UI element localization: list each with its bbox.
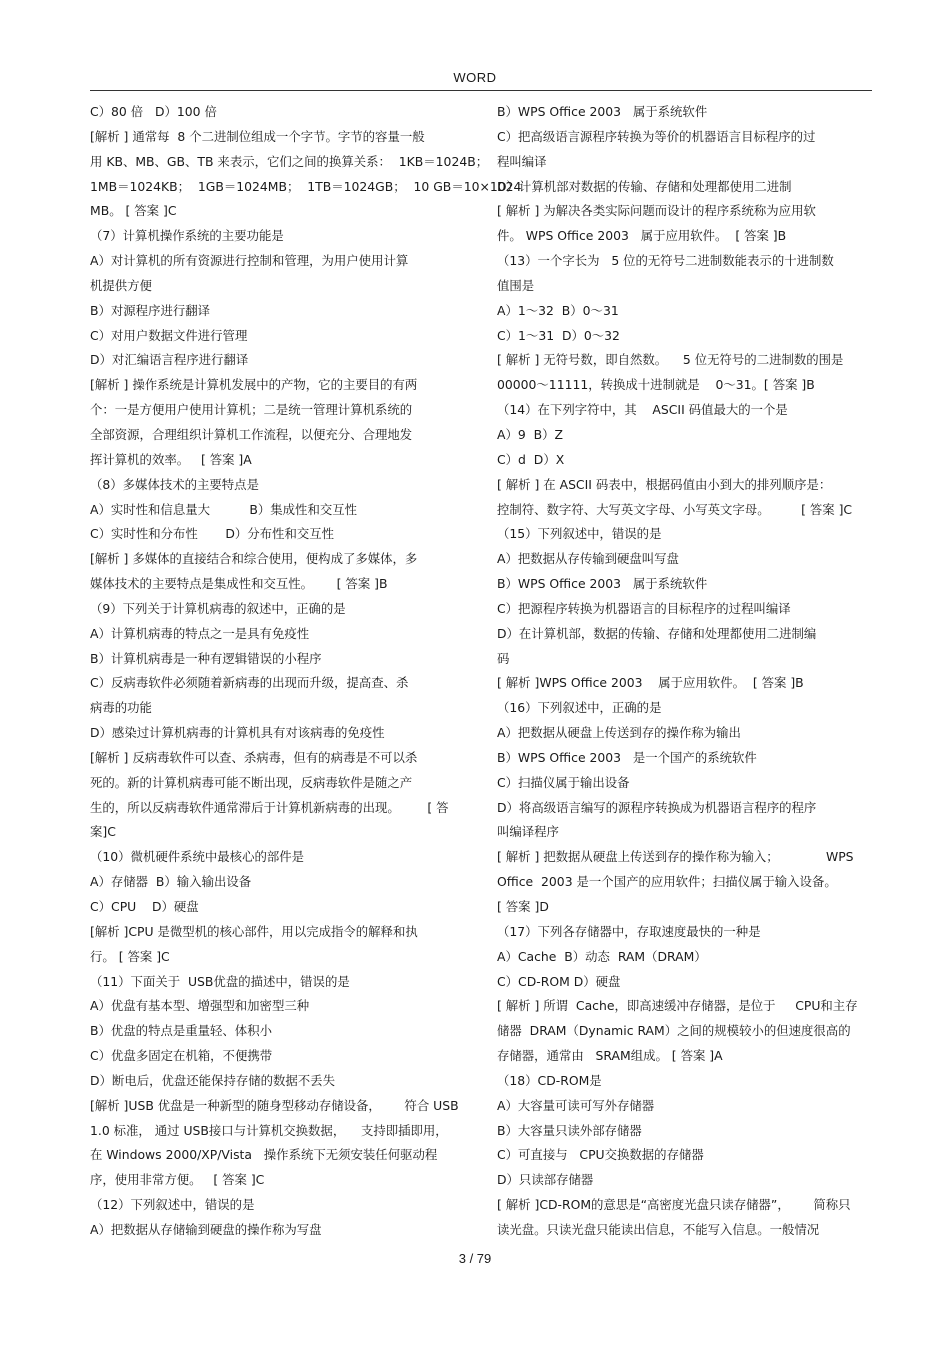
text-line: （12）下列叙述中，错误的是 (90, 1197, 255, 1213)
text-line: D）感染过计算机病毒的计算机具有对该病毒的免疫性 (90, 725, 385, 741)
text-line: [解析 ] 多媒体的直接结合和综合使用，便构成了多媒体，多 (90, 551, 418, 567)
text-line: [解析 ]CPU 是微型机的核心部件，用以完成指令的解释和执 (90, 923, 418, 939)
text-line: [ 答案 ]D (497, 899, 549, 914)
text-line: D）断电后，优盘还能保持存储的数据不丢失 (90, 1072, 335, 1088)
text-line: 值围是 (497, 277, 535, 293)
text-line: [ 解析 ]WPS Office 2003 属于应用软件。 [ 答案 ]B (497, 675, 804, 691)
text-line: B）WPS Office 2003 属于系统软件 (497, 576, 708, 592)
text-line: （11）下面关于 USB优盘的描述中，错误的是 (90, 973, 350, 989)
text-line: 00000～11111，转换成十进制就是 0～31。[ 答案 ]B (497, 377, 815, 393)
text-line: A）实时性和信息量大 B）集成性和交互性 (90, 501, 358, 517)
text-line: 行。 [ 答案 ]C (90, 948, 170, 964)
text-line: 序，使用非常方便。 [ 答案 ]C (90, 1172, 265, 1188)
text-line: 机提供方便 (90, 277, 152, 293)
text-line: （18）CD-ROM是 (497, 1072, 602, 1088)
text-line: [ 解析 ] 无符号数，即自然数。 5 位无符号的二进制数的围是 (497, 352, 844, 368)
text-line: A）9 B）Z (497, 426, 564, 442)
text-line: [ 解析 ] 把数据从硬盘上传送到存的操作称为输入； WPS (497, 849, 854, 865)
text-line: 用 KB、MB、GB、TB 来表示，它们之间的换算关系： 1KB＝1024B； (90, 153, 489, 169)
text-line: [解析 ] 通常每 8 个二进制位组成一个字节。字节的容量一般 (90, 128, 425, 144)
text-line: 件。 WPS Office 2003 属于应用软件。 [ 答案 ]B (497, 228, 787, 244)
right-column (497, 100, 882, 1243)
text-line: 个：一是方便用户使用计算机；二是统一管理计算机系统的 (90, 402, 413, 418)
text-line: C）扫描仪属于输出设备 (497, 774, 630, 790)
text-line: （16）下列叙述中，正确的是 (497, 700, 662, 716)
text-line: 读光盘。只读光盘只能读出信息，不能写入信息。一般情况 (497, 1221, 820, 1237)
text-line: 案]C (90, 824, 116, 840)
text-line: A）计算机病毒的特点之一是具有免疫性 (90, 625, 310, 641)
text-line: （8）多媒体技术的主要特点是 (90, 476, 259, 492)
text-line: 1MB＝1024KB； 1GB＝1024MB； 1TB＝1024GB； 10 GB＝10×1024 (90, 178, 522, 194)
text-line: B）对源程序进行翻译 (90, 302, 211, 318)
text-line: 存储器，通常由 SRAM组成。 [ 答案 ]A (497, 1048, 723, 1064)
text-line: [解析 ]USB 优盘是一种新型的随身型移动存储设备， 符合 USB (90, 1097, 459, 1113)
text-line: A）把数据从存储输到硬盘的操作称为写盘 (90, 1221, 322, 1237)
text-line: B）WPS Office 2003 属于系统软件 (497, 104, 708, 119)
text-line: A）存储器 B）输入输出设备 (90, 874, 252, 890)
text-line: （13）一个字长为 5 位的无符号二进制数能表示的十进制数 (497, 253, 834, 269)
text-line: 控制符、数字符、大写英文字母、小写英文字母。 [ 答案 ]C (497, 501, 853, 517)
header-divider (90, 90, 872, 91)
text-line: 储器 DRAM（Dynamic RAM）之间的规模较小的但速度很高的 (497, 1023, 851, 1039)
text-line: B）大容量只读外部存储器 (497, 1122, 642, 1138)
text-line: C）把高级语言源程序转换为等价的机器语言目标程序的过 (497, 128, 816, 144)
page-number: 3 / 79 (458, 1251, 492, 1266)
text-line: A）1～32 B）0～31 (497, 302, 619, 318)
text-line: 叫编译程序 (497, 824, 559, 840)
text-line: C）可直接与 CPU交换数据的存储器 (497, 1147, 704, 1163)
text-line: C）CD-ROM D）硬盘 (497, 973, 621, 989)
text-line: 程叫编译 (497, 153, 547, 169)
text-line: D）只读部存储器 (497, 1172, 594, 1188)
text-line: 生的，所以反病毒软件通常滞后于计算机新病毒的出现。 [ 答 (90, 799, 449, 815)
text-line: [ 解析 ]CD-ROM的意思是“高密度光盘只读存储器”， 简称只 (497, 1197, 851, 1213)
text-line: A）大容量可读可写外存储器 (497, 1097, 655, 1113)
text-line: 全部资源，合理组织计算机工作流程，以便充分、合理地发 (90, 426, 413, 442)
text-line: C）优盘多固定在机箱，不便携带 (90, 1048, 273, 1064)
text-line: D）对汇编语言程序进行翻译 (90, 352, 249, 368)
text-line: D）将高级语言编写的源程序转换成为机器语言程序的程序 (497, 799, 817, 815)
text-line: D）在计算机部，数据的传输、存储和处理都使用二进制编 (497, 625, 817, 641)
text-line: C）d D）X (497, 451, 565, 467)
text-line: C）80 倍 D）100 倍 (90, 104, 217, 119)
text-line: A）把数据从硬盘上传送到存的操作称为输出 (497, 725, 741, 741)
text-line: B）计算机病毒是一种有逻辑错误的小程序 (90, 650, 322, 666)
text-line: [解析 ] 操作系统是计算机发展中的产物，它的主要目的有两 (90, 377, 418, 393)
text-line: Office 2003 是一个国产的应用软件；扫描仪属于输入设备。 (497, 874, 837, 890)
text-line: 死的。新的计算机病毒可能不断出现，反病毒软件是随之产 (90, 774, 413, 790)
text-line: C）反病毒软件必须随着新病毒的出现而升级，提高查、杀 (90, 675, 409, 691)
text-line: [解析 ] 反病毒软件可以查、杀病毒，但有的病毒是不可以杀 (90, 749, 418, 765)
text-line: C）1～31 D）0～32 (497, 327, 620, 343)
text-line: 码 (497, 650, 510, 666)
text-line: A）优盘有基本型、增强型和加密型三种 (90, 998, 310, 1014)
text-line: B）优盘的特点是重量轻、体积小 (90, 1023, 272, 1039)
text-line: （17）下列各存储器中，存取速度最快的一种是 (497, 923, 761, 939)
text-line: （15）下列叙述中，错误的是 (497, 526, 662, 542)
text-line: A）对计算机的所有资源进行控制和管理，为用户使用计算 (90, 253, 409, 269)
text-line: [ 解析 ] 在 ASCII 码表中，根据码值由小到大的排列顺序是： (497, 476, 832, 492)
text-line: C）把源程序转换为机器语言的目标程序的过程叫编译 (497, 600, 791, 616)
text-line: 病毒的功能 (90, 700, 152, 716)
text-line: 1.0 标准， 通过 USB接口与计算机交换数据， 支持即插即用， (90, 1122, 448, 1138)
text-line: C）CPU D）硬盘 (90, 899, 199, 914)
page-header: WORD (453, 70, 497, 85)
text-line: （14）在下列字符中，其 ASCII 码值最大的一个是 (497, 402, 788, 418)
text-line: [ 解析 ] 所谓 Cache，即高速缓冲存储器，是位于 CPU和主存 (497, 998, 858, 1014)
text-line: 挥计算机的效率。 [ 答案 ]A (90, 451, 252, 467)
text-line: A）Cache B）动态 RAM（DRAM） (497, 948, 707, 964)
text-line: C）实时性和分布性 D）分布性和交互性 (90, 526, 335, 542)
text-line: （7）计算机操作系统的主要功能是 (90, 228, 284, 244)
text-line: 媒体技术的主要特点是集成性和交互性。 [ 答案 ]B (90, 576, 388, 592)
text-line: A）把数据从存传输到硬盘叫写盘 (497, 551, 679, 567)
text-line: [ 解析 ] 为解决各类实际问题而设计的程序系统称为应用软 (497, 203, 816, 219)
text-line: C）对用户数据文件进行管理 (90, 327, 248, 343)
text-line: （10）微机硬件系统中最核心的部件是 (90, 849, 305, 865)
text-line: D）计算机部对数据的传输、存储和处理都使用二进制 (497, 178, 792, 194)
text-line: （9）下列关于计算机病毒的叙述中，正确的是 (90, 600, 346, 616)
text-line: MB。 [ 答案 ]C (90, 203, 177, 219)
text-line: 在 Windows 2000/XP/Vista 操作系统下无须安装任何驱动程 (90, 1147, 438, 1163)
text-line: B）WPS Office 2003 是一个国产的系统软件 (497, 749, 757, 765)
